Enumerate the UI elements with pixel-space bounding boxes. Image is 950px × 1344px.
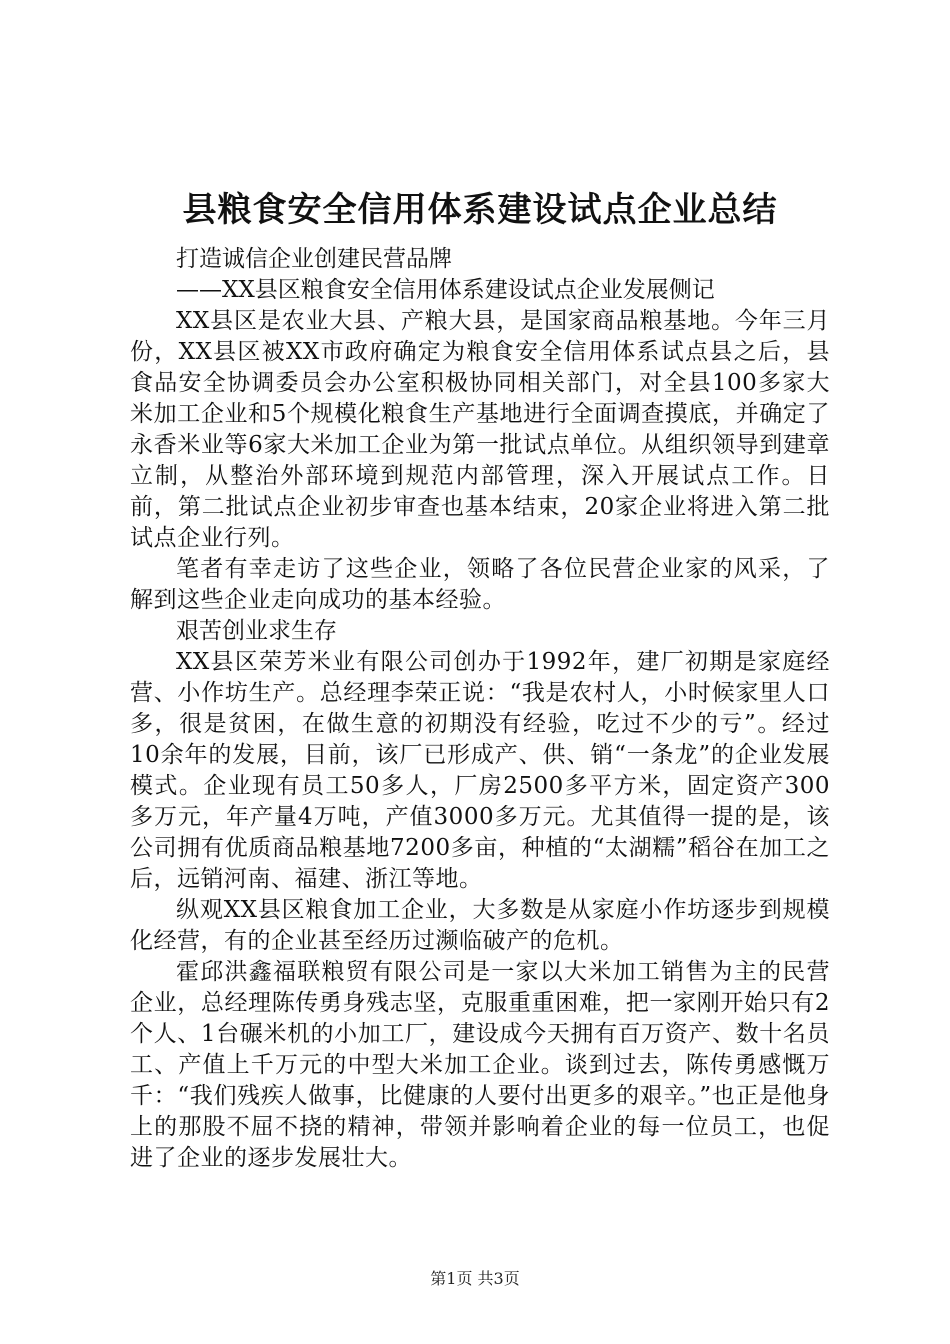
page-number: 第1页 共3页 — [430, 1269, 520, 1288]
document-subtitle-dash: ——XX县区粮食安全信用体系建设试点企业发展侧记 — [176, 277, 715, 303]
body-paragraph: XX县区是农业大县、产粮大县，是国家商品粮基地。今年三月份，XX县区被XX市政府确定为粮食安全信用体系试点县之后，县食品安全协调委员会办公室积极协同相关部门，对全县100多家大米加工企业和5个规模化粮食生产基地进行全面调查摸底，并确定了永香米业等6家大米加工企业为第一批试点单位。从组织领导到建章立制，从整治外部环境到规范内部管理，深入开展试点工作。日前，第二批试点企业初步审查也基本结束，20家企业将进入第二批试点企业行列。 — [130, 308, 830, 551]
body-paragraph: 纵观XX县区粮食加工企业，大多数是从家庭小作坊逐步到规模化经营，有的企业甚至经历过濒临破产的危机。 — [130, 897, 830, 954]
body-paragraph: 笔者有幸走访了这些企业，领略了各位民营企业家的风采，了解到这些企业走向成功的基本经验。 — [130, 556, 830, 613]
body-paragraph: 霍邱洪鑫福联粮贸有限公司是一家以大米加工销售为主的民营企业，总经理陈传勇身残志坚，克服重重困难，把一家刚开始只有2个人、1台碾米机的小加工厂，建设成今天拥有百万资产、数十名员工、产值上千万元的中型大米加工企业。谈到过去，陈传勇感慨万千：“我们残疾人做事，比健康的人要付出更多的艰辛。”也正是他身上的那股不屈不挠的精神，带领并影响着企业的每一位员工，也促进了企业的逐步发展壮大。 — [130, 959, 830, 1171]
document-subtitle: 打造诚信企业创建民营品牌 — [176, 246, 452, 272]
body-paragraph: XX县区荣芳米业有限公司创办于1992年，建厂初期是家庭经营、小作坊生产。总经理李荣正说：“我是农村人，小时候家里人口多，很是贫困，在做生意的初期没有经验，吃过不少的亏”。经过10余年的发展，目前，该厂已形成产、供、销“一条龙”的企业发展模式。企业现有员工50多人，厂房2500多平方米，固定资产300多万元，年产量4万吨，产值3000多万元。尤其值得一提的是，该公司拥有优质商品粮基地7200多亩，种植的“太湖糯”稻谷在加工之后，远销河南、福建、浙江等地。 — [130, 649, 830, 892]
section-heading: 艰苦创业求生存 — [176, 618, 337, 644]
document-title: 县粮食安全信用体系建设试点企业总结 — [182, 190, 778, 230]
document-page — [130, 186, 830, 1174]
